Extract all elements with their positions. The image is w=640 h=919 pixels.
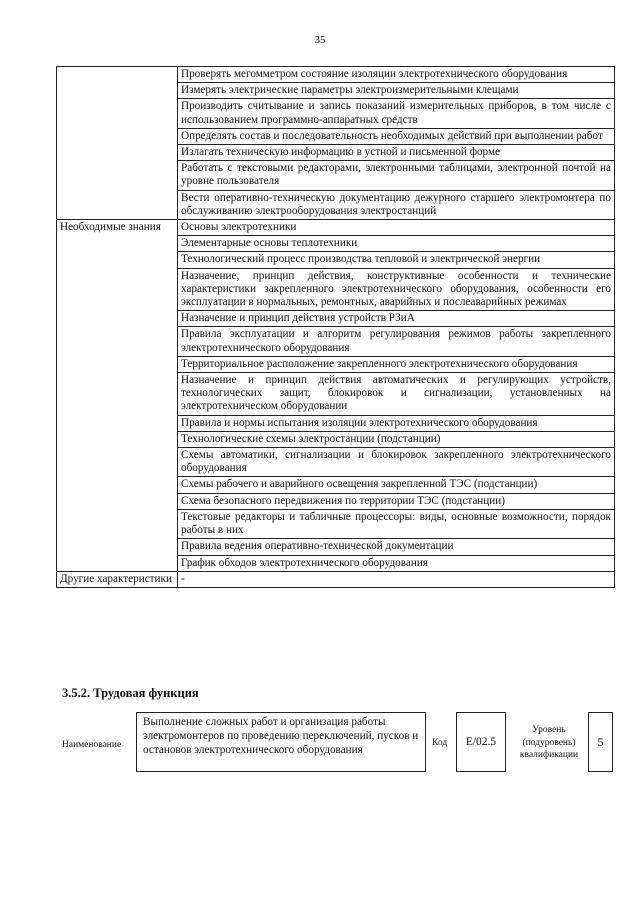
table-cell: Схема безопасного передвижения по территории ТЭС (подстанции) <box>178 493 615 509</box>
table-cell: Технологический процесс производства тепловой и электрической энергии <box>178 252 615 268</box>
knowledge-label-cell: Необходимые знания <box>57 220 178 572</box>
code-value: E/02.5 <box>456 712 506 772</box>
table-cell: Элементарные основы теплотехники <box>178 236 615 252</box>
code-label: Код <box>432 738 448 748</box>
table-cell: График обходов электротехнического оборудования <box>178 555 615 571</box>
level-label: Уровень (подуровень) квалификации <box>519 725 579 760</box>
table-row <box>57 220 615 236</box>
other-label-cell: Другие характеристики <box>57 571 178 587</box>
table-cell: Работать с текстовыми редакторами, электронными таблицами, электронной почтой на уровне пользователя <box>178 161 615 190</box>
table-cell: Территориальное расположение закрепленного электротехнического оборудования <box>178 356 615 372</box>
table-cell: Назначение и принцип действия автоматических и регулирующих устройств, технологических защит, блокировок и сигнализации, установленных на электротехническом оборудовании <box>178 373 615 416</box>
table-cell: Текстовые редакторы и табличные процессоры: виды, основные возможности, порядок работы в них <box>178 509 615 538</box>
table-cell: Определять состав и последовательность необходимых действий при выполнении работ <box>178 128 615 144</box>
table-cell: - <box>178 571 615 587</box>
table-row <box>57 67 615 83</box>
table-cell: Правила ведения оперативно-технической документации <box>178 539 615 555</box>
table-cell: Вести оперативно-техническую документацию дежурного старшего электромонтера по обслуживанию электрооборудования электростанций <box>178 190 615 219</box>
table-cell: Производить считывание и запись показаний измерительных приборов, в том числе с использованием программно-аппаратных средств <box>178 99 615 128</box>
table-cell: Схемы автоматики, сигнализации и блокировок закрепленного электротехнического оборудования <box>178 448 615 477</box>
table-cell: Правила эксплуатации и алгоритм регулирования режимов работы закрепленного электротехнического оборудования <box>178 327 615 356</box>
table-cell: Правила и нормы испытания изоляции электротехнического оборудования <box>178 415 615 431</box>
name-label: Наименование <box>62 740 122 750</box>
table-row <box>57 571 615 587</box>
table-cell: Назначение, принцип действия, конструктивные особенности и технические характеристики закрепленного электротехнического оборудования, особенности его эксплуатации в нормальных, ремонтных, аварийных и послеаварийных режимах <box>178 268 615 311</box>
function-name: Выполнение сложных работ и организация работы электромонтеров по проведению переключений, пусков и остановов электротехнического оборудования <box>136 712 426 772</box>
skills-label-cell <box>57 67 178 220</box>
table-cell: Основы электротехники <box>178 220 615 236</box>
section-heading: 3.5.2. Трудовая функция <box>62 686 199 700</box>
table-cell: Проверять мегомметром состояние изоляции электротехнического оборудования <box>178 67 615 83</box>
table-cell: Излагать техническую информацию в устной и письменной форме <box>178 145 615 161</box>
table-cell: Технологические схемы электростанции (подстанции) <box>178 431 615 447</box>
competency-table <box>56 66 615 588</box>
table-cell: Измерять электрические параметры электроизмерительными клещами <box>178 83 615 99</box>
page-number: 35 <box>314 34 326 46</box>
table-cell: Схемы рабочего и аварийного освещения закрепленной ТЭС (подстанции) <box>178 477 615 493</box>
level-value: 5 <box>588 712 613 772</box>
table-cell: Назначение и принцип действия устройств РЗиА <box>178 311 615 327</box>
